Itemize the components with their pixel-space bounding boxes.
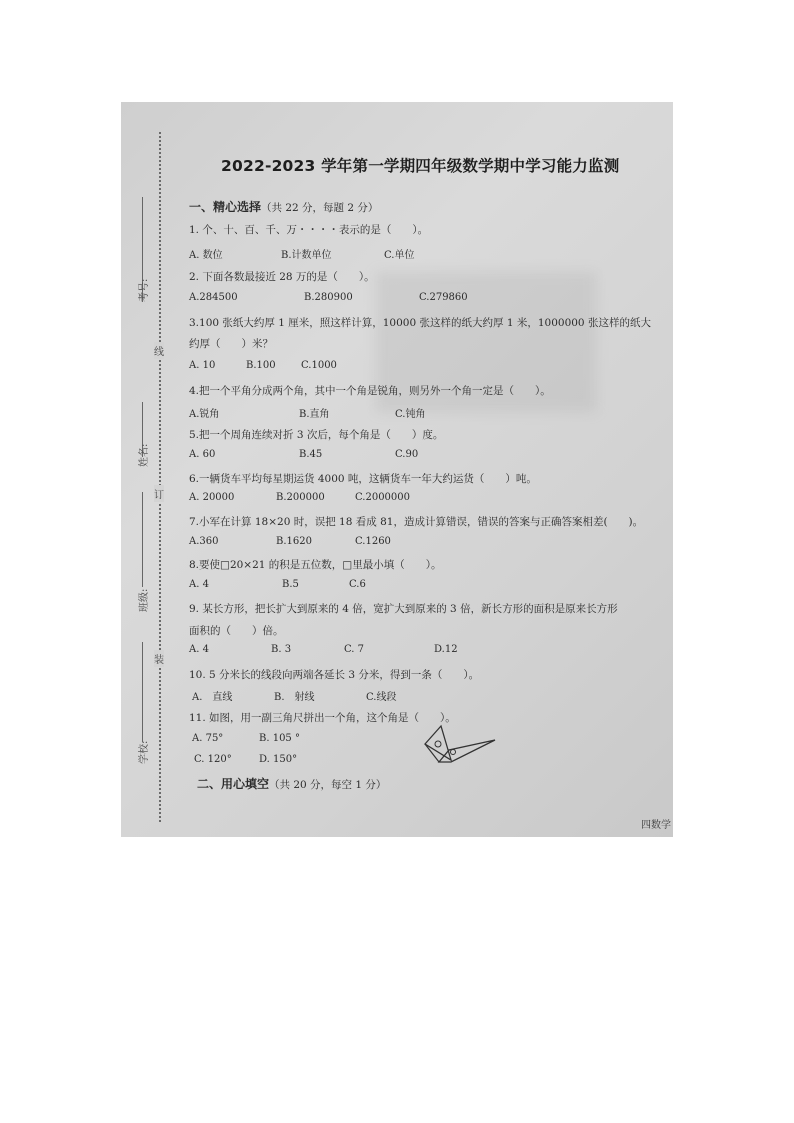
q5-option-b: B.45 <box>299 449 323 460</box>
margin-line-school <box>142 642 143 742</box>
q9-option-c: C. 7 <box>344 644 365 655</box>
triangle-rulers-figure <box>421 722 501 770</box>
q1-option-c: C.单位 <box>384 250 415 261</box>
q4-option-a: A.锐角 <box>189 409 220 420</box>
margin-label-school: 学校: <box>139 740 150 764</box>
binding-dotted-line <box>159 132 161 822</box>
question-5: 5.把一个周角连续对折 3 次后，每个角是（ ）度。 <box>189 429 444 441</box>
q4-option-c: C.钝角 <box>395 409 426 420</box>
section-2-heading: 二、用心填空 <box>197 777 270 791</box>
q3-option-b: B.100 <box>246 360 276 371</box>
q9-option-a: A. 4 <box>189 644 209 655</box>
question-3: 3.100 张纸大约厚 1 厘米，照这样计算，10000 张这样的纸大约厚 1 米，1000000 张这样的纸大 <box>189 317 651 329</box>
question-6: 6.一辆货车平均每星期运货 4000 吨，这辆货车一年大约运货（ ）吨。 <box>189 473 537 485</box>
question-2: 2. 下面各数最接近 28 万的是（ ）。 <box>189 271 375 283</box>
q2-option-c: C.279860 <box>419 292 468 303</box>
margin-label-name: 姓名: <box>139 443 150 467</box>
question-3-continued: 约厚（ ）米？ <box>189 338 273 350</box>
q8-option-c: C.6 <box>349 579 366 590</box>
margin-line-class <box>142 492 143 587</box>
q1-option-b: B.计数单位 <box>281 250 332 261</box>
q5-option-a: A. 60 <box>189 449 216 460</box>
seal-char-line: 线 <box>154 342 164 359</box>
section-1-header <box>189 198 378 215</box>
q9-option-b: B. 3 <box>271 644 292 655</box>
q10-option-a: A. 直线 <box>192 692 233 703</box>
q10-option-b: B. 射线 <box>274 692 315 703</box>
q7-option-c: C.1260 <box>355 536 391 547</box>
question-8: 8.要使□20×21 的积是五位数，□里最小填（ ）。 <box>189 559 442 571</box>
q6-option-b: B.200000 <box>276 492 325 503</box>
exam-photo <box>121 102 673 837</box>
question-9: 9. 某长方形，把长扩大到原来的 4 倍，宽扩大到原来的 3 倍，新长方形的面积是原来长方形 <box>189 603 618 615</box>
q9-option-d: D.12 <box>434 644 458 655</box>
exam-title: 2022-2023 学年第一学期四年级数学期中学习能力监测 <box>221 157 620 175</box>
q11-option-c: C. 120° <box>194 754 232 765</box>
q4-option-b: B.直角 <box>299 409 330 420</box>
q2-option-a: A.284500 <box>189 292 238 303</box>
section-2-header <box>197 775 386 792</box>
q3-option-c: C.1000 <box>301 360 337 371</box>
section-2-note: （共 20 分，每空 1 分） <box>269 779 387 791</box>
question-9-continued: 面积的（ ）倍。 <box>189 625 284 637</box>
question-11: 11. 如图，用一副三角尺拼出一个角，这个角是（ ）。 <box>189 712 456 724</box>
q3-option-a: A. 10 <box>189 360 216 371</box>
q8-option-b: B.5 <box>282 579 299 590</box>
q7-option-b: B.1620 <box>276 536 312 547</box>
q11-option-d: D. 150° <box>259 754 298 765</box>
q8-option-a: A. 4 <box>189 579 209 590</box>
question-10: 10. 5 分米长的线段向两端各延长 3 分米，得到一条（ ）。 <box>189 669 480 681</box>
question-4: 4.把一个平角分成两个角，其中一个角是锐角，则另外一个角一定是（ ）。 <box>189 385 551 397</box>
q5-option-c: C.90 <box>395 449 419 460</box>
margin-label-exam-no: 考号: <box>139 278 150 302</box>
q11-option-b: B. 105 ° <box>259 733 300 744</box>
seal-char-pack: 装 <box>154 650 164 667</box>
q7-option-a: A.360 <box>189 536 219 547</box>
q11-option-a: A. 75° <box>192 733 224 744</box>
seal-char-bind: 订 <box>154 485 164 502</box>
question-7: 7.小军在计算 18×20 时，误把 18 看成 81，造成计算错误，错误的答案与正确答案相差( )。 <box>189 516 644 528</box>
q6-option-a: A. 20000 <box>189 492 235 503</box>
q10-option-c: C.线段 <box>366 692 397 703</box>
question-1: 1. 个、十、百、千、万・・・・表示的是（ ）。 <box>189 224 429 236</box>
q2-option-b: B.280900 <box>304 292 353 303</box>
footer-subject: 四数学 <box>641 820 671 831</box>
margin-label-class: 班级: <box>139 588 150 612</box>
q1-option-a: A. 数位 <box>189 250 223 261</box>
section-1-note: （共 22 分，每题 2 分） <box>261 202 379 214</box>
section-1-heading: 一、精心选择 <box>189 200 262 214</box>
q6-option-c: C.2000000 <box>355 492 411 503</box>
